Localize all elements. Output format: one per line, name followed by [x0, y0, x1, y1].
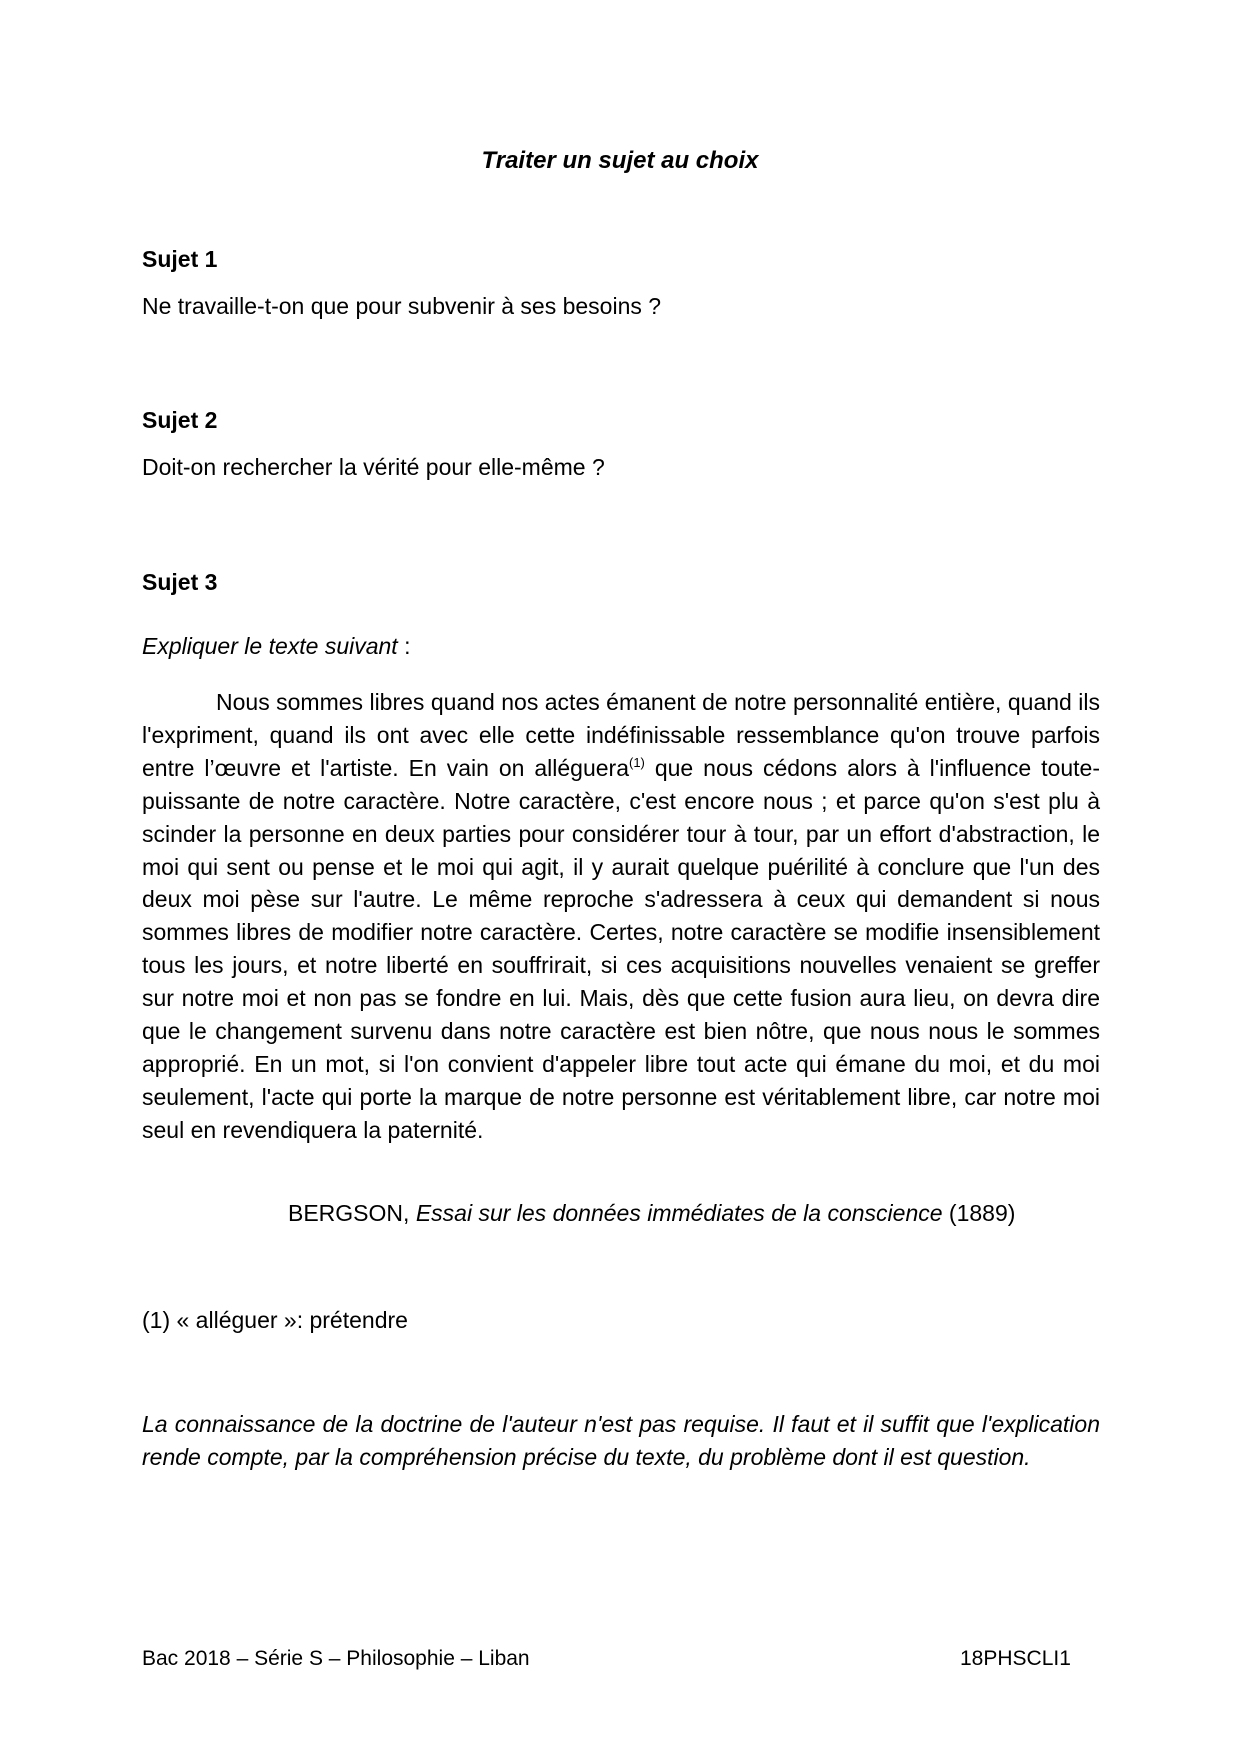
citation-work: Essai sur les données immédiates de la conscience	[415, 1200, 943, 1226]
bergson-passage	[142, 686, 1100, 1147]
footer-exam-code: 18PHSCLI1	[960, 1647, 1071, 1670]
subject-1-question: Ne travaille-t-on que pour subvenir à ses besoins ?	[142, 293, 662, 319]
footnote-reference: (1)	[629, 754, 645, 770]
subject-3-title: Sujet 3	[142, 569, 218, 595]
advice-note: La connaissance de la doctrine de l'auteur n'est pas requise. Il faut et il suffit que l'explication rende compte, par la compréhension précise du texte, du problème dont il est question.	[142, 1411, 1100, 1470]
subject-3-instruction	[142, 631, 410, 661]
citation	[288, 1198, 1015, 1228]
footer-exam-info: Bac 2018 – Série S – Philosophie – Liban	[142, 1647, 530, 1670]
footnote: (1) « alléguer »: prétendre	[142, 1307, 408, 1333]
passage-part-2: que nous cédons alors à l'influence toute-puissante de notre caractère. Notre caractère, c'est encore nous ; et parce qu'on s'est plu à scinder la personne en deux parties pour considérer tour à tour, par un effort d'abstraction, le moi qui sent ou pense et le moi qui agit, il y aurait quelque puérilité à conclure que l'un des deux moi pèse sur l'autre. Le même reproche s'adressera à ceux qui demandent si nous sommes libres de modifier notre caractère. Certes, notre caractère se modifie insensiblement tous les jours, et notre liberté en souffrirait, si ces acquisitions nouvelles venaient se greffer sur notre moi et non pas se fondre en lui. Mais, dès que cette fusion aura lieu, on devra dire que le changement survenu dans notre caractère est bien nôtre, que nous nous le sommes approprié. En un mot, si l'on convient d'appeler libre tout acte qui émane du moi, et du moi seulement, l'acte qui porte la marque de notre personne est véritablement libre, car notre moi seul en revendiquera la paternité.	[142, 754, 1100, 1143]
subject-1-title: Sujet 1	[142, 246, 218, 272]
page-title: Traiter un sujet au choix	[481, 147, 759, 174]
subject-2-question: Doit-on rechercher la vérité pour elle-même ?	[142, 454, 605, 480]
instruction-suffix: :	[397, 633, 411, 659]
instruction-italic: Expliquer le texte suivant	[142, 633, 398, 659]
subject-2-title: Sujet 2	[142, 407, 218, 433]
citation-year: (1889)	[942, 1200, 1016, 1226]
passage-part-1: Nous sommes libres quand nos actes émanent de notre personnalité entière, quand ils l'expriment, quand ils ont avec elle cette indéfinissable ressemblance qu'on trouve parfois entre l’œuvre et l'artiste. En vain on alléguera	[142, 689, 1100, 781]
citation-author: BERGSON,	[288, 1200, 416, 1226]
